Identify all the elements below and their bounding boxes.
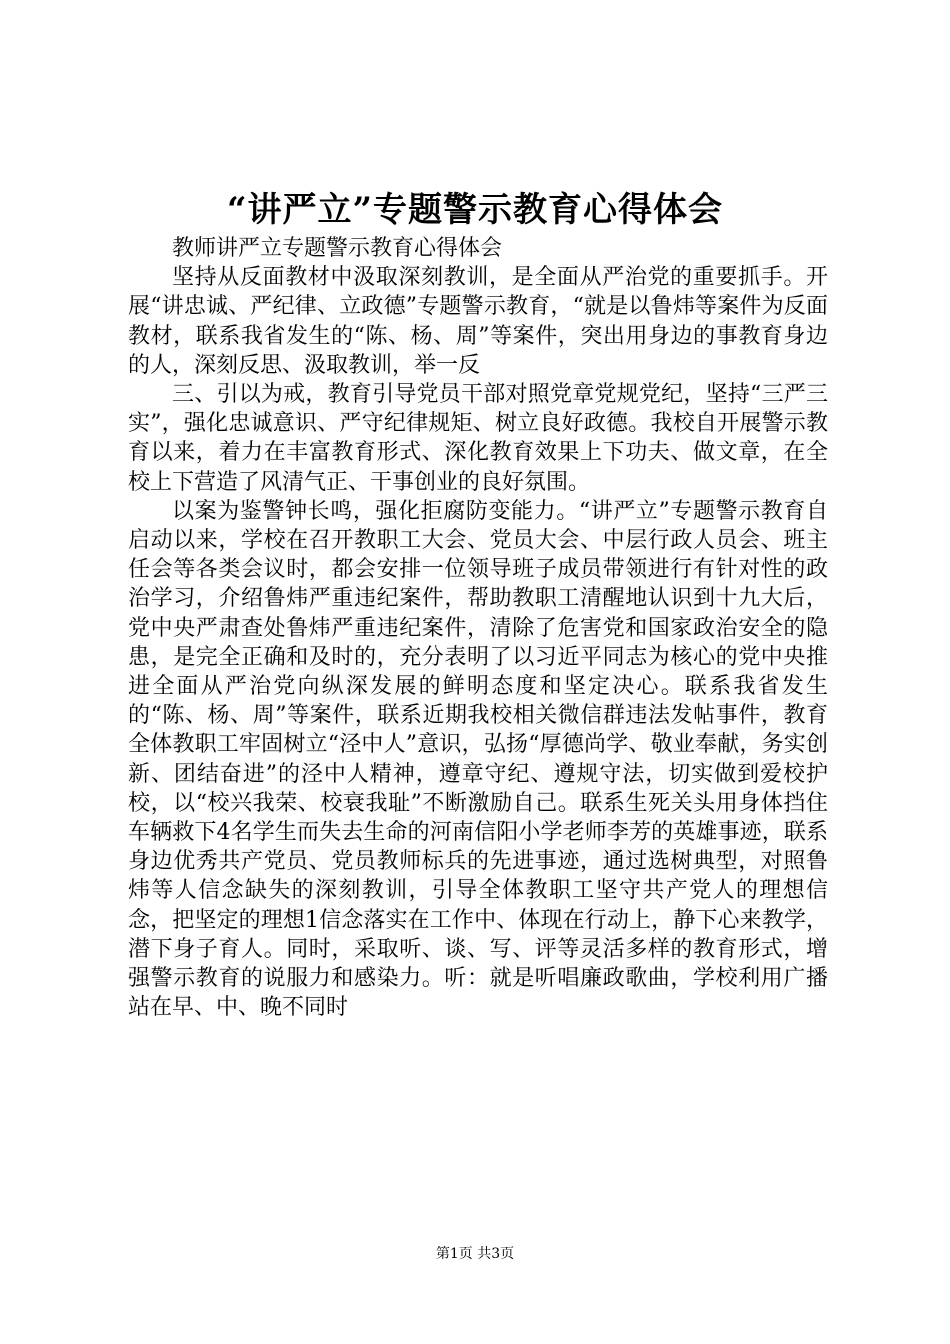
body-paragraph: 坚持从反面教材中汲取深刻教训，是全面从严治党的重要抓手。开展“讲忠诚、严纪律、立政德”专题警示教育，“就是以鲁炜等案件为反面教材，联系我省发生的“陈、杨、周”等案件，突出用身边的事教育身边的人，深刻反思、汲取教训，举一反	[128, 265, 828, 378]
body-paragraph: 三、引以为戒，教育引导党员干部对照党章党规党纪，坚持“三严三实”，强化忠诚意识、严守纪律规矩、树立良好政德。我校自开展警示教育以来，着力在丰富教育形式、深化教育效果上下功夫、做文章，在全校上下营造了风清气正、干事创业的良好氛围。	[128, 382, 828, 495]
page-number-footer: 第1页 共3页	[435, 1246, 515, 1262]
subtitle-paragraph: 教师讲严立专题警示教育心得体会	[172, 236, 503, 261]
body-paragraph: 以案为鉴警钟长鸣，强化拒腐防变能力。“讲严立”专题警示教育自启动以来，学校在召开教职工大会、党员大会、中层行政人员会、班主任会等各类会议时，都会安排一位领导班子成员带领进行有针对性的政治学习，介绍鲁炜严重违纪案件，帮助教职工清醒地认识到十九大后，党中央严肃查处鲁炜严重违纪案件，清除了危害党和国家政治安全的隐患，是完全正确和及时的，充分表明了以习近平同志为核心的党中央推进全面从严治党向纵深发展的鲜明态度和坚定决心。联系我省发生的“陈、杨、周”等案件，联系近期我校相关微信群违法发帖事件，教育全体教职工牢固树立“泾中人”意识，弘扬“厚德尚学、敬业奉献，务实创新、团结奋进”的泾中人精神，遵章守纪、遵规守法，切实做到爱校护校，以“校兴我荣、校衰我耻”不断激励自己。联系生死关头用身体挡住车辆救下4名学生而失去生命的河南信阳小学老师李芳的英雄事迹，联系身边优秀共产党员、党员教师标兵的先进事迹，通过选树典型，对照鲁炜等人信念缺失的深刻教训，引导全体教职工坚守共产党人的理想信念，把坚定的理想1信念落实在工作中、体现在行动上，静下心来教学，潜下身子育人。同时，采取听、谈、写、评等灵活多样的教育形式，增强警示教育的说服力和感染力。听：就是听唱廉政歌曲，学校利用广播站在早、中、晚不同时	[128, 498, 828, 1021]
document-body	[128, 234, 828, 1022]
document-title: “讲严立”专题警示教育心得体会	[226, 190, 724, 230]
